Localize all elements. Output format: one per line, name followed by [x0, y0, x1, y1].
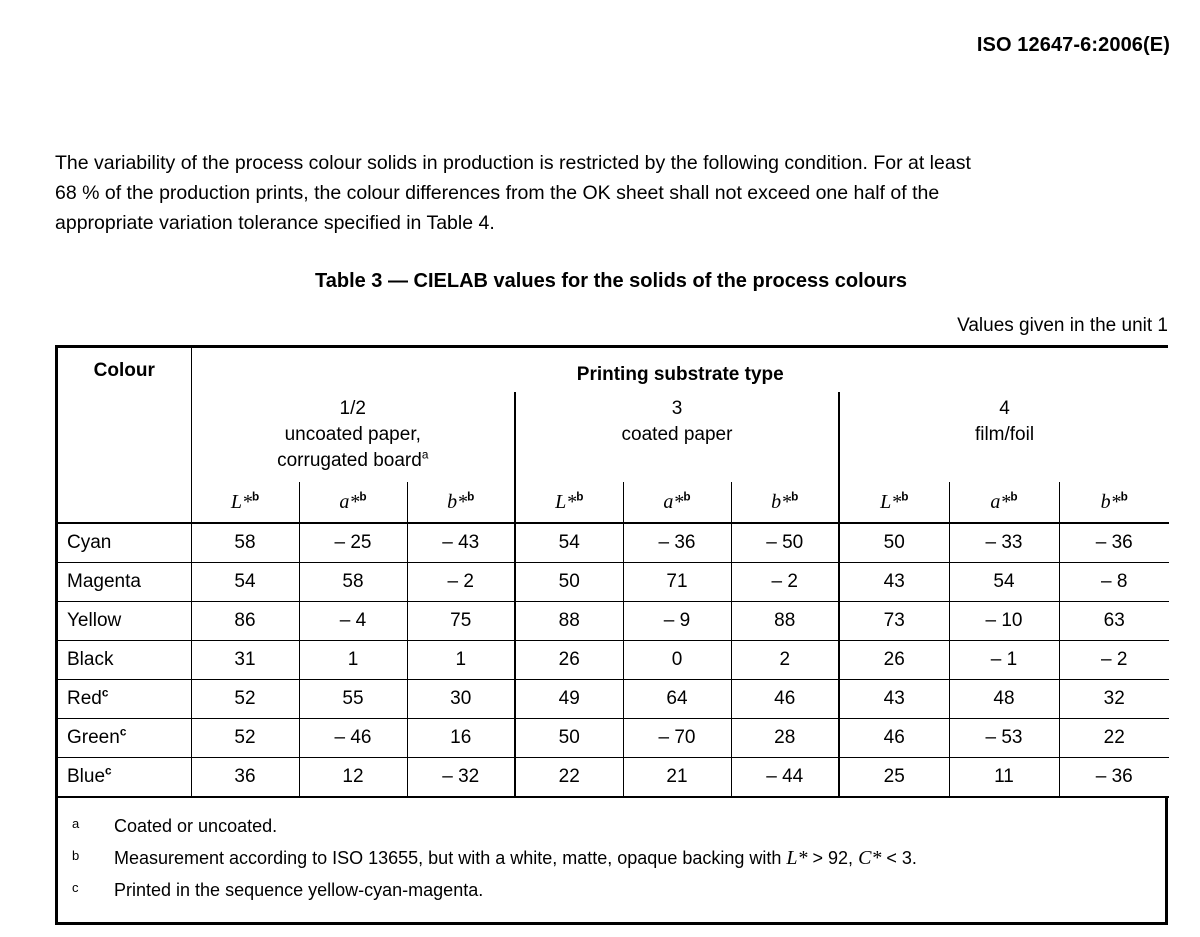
cell: 46 — [731, 680, 839, 719]
table-row — [58, 641, 1169, 680]
table-footnotes — [58, 798, 1165, 922]
group-3-desc-1: coated paper — [621, 424, 733, 445]
cell: – 4 — [299, 602, 407, 641]
cell: 48 — [949, 680, 1059, 719]
table-body — [58, 523, 1169, 797]
cell: – 36 — [1059, 758, 1169, 798]
cielab-table-grid — [58, 348, 1169, 798]
running-header: ISO 12647-6:2006(E) — [976, 34, 1170, 56]
table-row — [58, 680, 1169, 719]
footnote-b-symbol-C: C — [858, 847, 872, 869]
group-3-number: 3 — [671, 398, 683, 419]
cielab-table — [55, 345, 1168, 925]
cell: 88 — [515, 602, 623, 641]
header-sub-a-4: a*$^b$ — [949, 482, 1059, 523]
cell: 58 — [299, 563, 407, 602]
cell: 55 — [299, 680, 407, 719]
cell: – 25 — [299, 523, 407, 563]
row-colour-name: Blue$^c$ — [58, 758, 191, 798]
cell: – 2 — [731, 563, 839, 602]
footnote-b-mid: > 92, — [807, 848, 859, 868]
body-paragraph — [55, 148, 1168, 238]
table-row — [58, 602, 1169, 641]
table-caption — [0, 270, 1200, 293]
cell: 1 — [299, 641, 407, 680]
footnote-b-text-after: < 3. — [881, 848, 917, 868]
cell: 71 — [623, 563, 731, 602]
cell: 54 — [949, 563, 1059, 602]
group-4-number: 4 — [999, 398, 1010, 419]
cell: 75 — [407, 602, 515, 641]
cell: 58 — [191, 523, 299, 563]
cell: – 1 — [949, 641, 1059, 680]
cell: 22 — [1059, 719, 1169, 758]
cell: 30 — [407, 680, 515, 719]
cell: 52 — [191, 680, 299, 719]
cell: 54 — [191, 563, 299, 602]
table-header — [58, 348, 1169, 523]
footnote-b-symbol-L: L — [786, 847, 798, 869]
header-sub-b-4: b*$^b$ — [1059, 482, 1169, 523]
row-colour-name: Yellow — [58, 602, 191, 641]
cell: 2 — [731, 641, 839, 680]
cell: 46 — [839, 719, 949, 758]
row-colour-name: Magenta — [58, 563, 191, 602]
cell: 64 — [623, 680, 731, 719]
cell: 22 — [515, 758, 623, 798]
cell: 21 — [623, 758, 731, 798]
cell: 11 — [949, 758, 1059, 798]
cell: 50 — [515, 719, 623, 758]
group-1-2-number: 1/2 — [339, 398, 366, 419]
cell: 50 — [839, 523, 949, 563]
body-paragraph-line-1: The variability of the process colour solids in production is restricted by the following condition. For at least — [55, 152, 971, 174]
footnote-a — [58, 810, 1165, 842]
header-sub-L-1: L*$^b$ — [191, 482, 299, 523]
cell: 36 — [191, 758, 299, 798]
footnote-b-mark: b — [72, 848, 80, 863]
header-colour: Colour — [58, 348, 191, 523]
cell: 88 — [731, 602, 839, 641]
table-row — [58, 758, 1169, 798]
cell: – 8 — [1059, 563, 1169, 602]
table-row — [58, 719, 1169, 758]
cell: 12 — [299, 758, 407, 798]
footnote-a-text: Coated or uncoated. — [114, 816, 278, 836]
units-note: Values given in the unit 1 — [957, 315, 1168, 336]
cell: – 70 — [623, 719, 731, 758]
cell: – 2 — [1059, 641, 1169, 680]
footnote-b — [58, 842, 1165, 874]
header-row-subcolumns — [58, 482, 1169, 523]
body-paragraph-line-3: appropriate variation tolerance specified in Table 4. — [55, 212, 495, 234]
table-caption-text: Table 3 — CIELAB values for the solids of the process colours — [315, 270, 907, 292]
cell: 63 — [1059, 602, 1169, 641]
cell: – 50 — [731, 523, 839, 563]
footnote-c-mark: c — [72, 880, 79, 895]
cell: 52 — [191, 719, 299, 758]
cell: 28 — [731, 719, 839, 758]
cell: – 10 — [949, 602, 1059, 641]
cell: 26 — [515, 641, 623, 680]
footnote-c — [58, 874, 1165, 906]
row-colour-name: Cyan — [58, 523, 191, 563]
group-1-2-footnote-mark: a — [421, 448, 429, 462]
row-colour-name: Black — [58, 641, 191, 680]
cell: 43 — [839, 680, 949, 719]
header-row-top — [58, 348, 1169, 392]
body-paragraph-line-2: 68 % of the production prints, the colour differences from the OK sheet shall not exceed one half of the — [55, 182, 940, 204]
group-1-2-desc-2: corrugated board — [277, 450, 422, 471]
cell: – 32 — [407, 758, 515, 798]
header-sub-b-1: b*$^b$ — [407, 482, 515, 523]
cell: – 53 — [949, 719, 1059, 758]
cell: 50 — [515, 563, 623, 602]
header-group-4 — [839, 392, 1169, 482]
cell: 1 — [407, 641, 515, 680]
row-colour-name: Green$^c$ — [58, 719, 191, 758]
header-sub-a-1: a*$^b$ — [299, 482, 407, 523]
cell: – 46 — [299, 719, 407, 758]
footnote-c-text: Printed in the sequence yellow-cyan-magenta. — [114, 880, 484, 900]
header-substrate-type: Printing substrate type — [191, 348, 1169, 392]
cell: – 44 — [731, 758, 839, 798]
cell: 0 — [623, 641, 731, 680]
footnote-a-mark: a — [72, 816, 80, 831]
header-sub-L-3: L*$^b$ — [515, 482, 623, 523]
cell: 49 — [515, 680, 623, 719]
table-row — [58, 563, 1169, 602]
group-1-2-desc-1: uncoated paper, — [284, 424, 421, 445]
cell: – 9 — [623, 602, 731, 641]
cell: 86 — [191, 602, 299, 641]
cell: 32 — [1059, 680, 1169, 719]
header-sub-L-4: L*$^b$ — [839, 482, 949, 523]
header-row-groups — [58, 392, 1169, 482]
header-group-3 — [515, 392, 839, 482]
cell: 54 — [515, 523, 623, 563]
cell: – 36 — [623, 523, 731, 563]
footnote-b-text-before: Measurement according to ISO 13655, but with a white, matte, opaque backing with — [114, 848, 787, 868]
cell: – 43 — [407, 523, 515, 563]
cell: 25 — [839, 758, 949, 798]
row-colour-name: Red$^c$ — [58, 680, 191, 719]
cell: 43 — [839, 563, 949, 602]
header-sub-b-3: b*$^b$ — [731, 482, 839, 523]
header-sub-a-3: a*$^b$ — [623, 482, 731, 523]
cell: 73 — [839, 602, 949, 641]
cell: – 33 — [949, 523, 1059, 563]
group-4-desc-1: film/foil — [974, 424, 1035, 445]
cell: 26 — [839, 641, 949, 680]
cell: 31 — [191, 641, 299, 680]
table-row — [58, 523, 1169, 563]
header-group-1-2 — [191, 392, 515, 482]
cell: – 2 — [407, 563, 515, 602]
cell: – 36 — [1059, 523, 1169, 563]
footnote-b-text: Measurement according to ISO 13655, but with a white, matte, opaque backing with L* > 92, C* < 3. — [114, 847, 917, 869]
cell: 16 — [407, 719, 515, 758]
